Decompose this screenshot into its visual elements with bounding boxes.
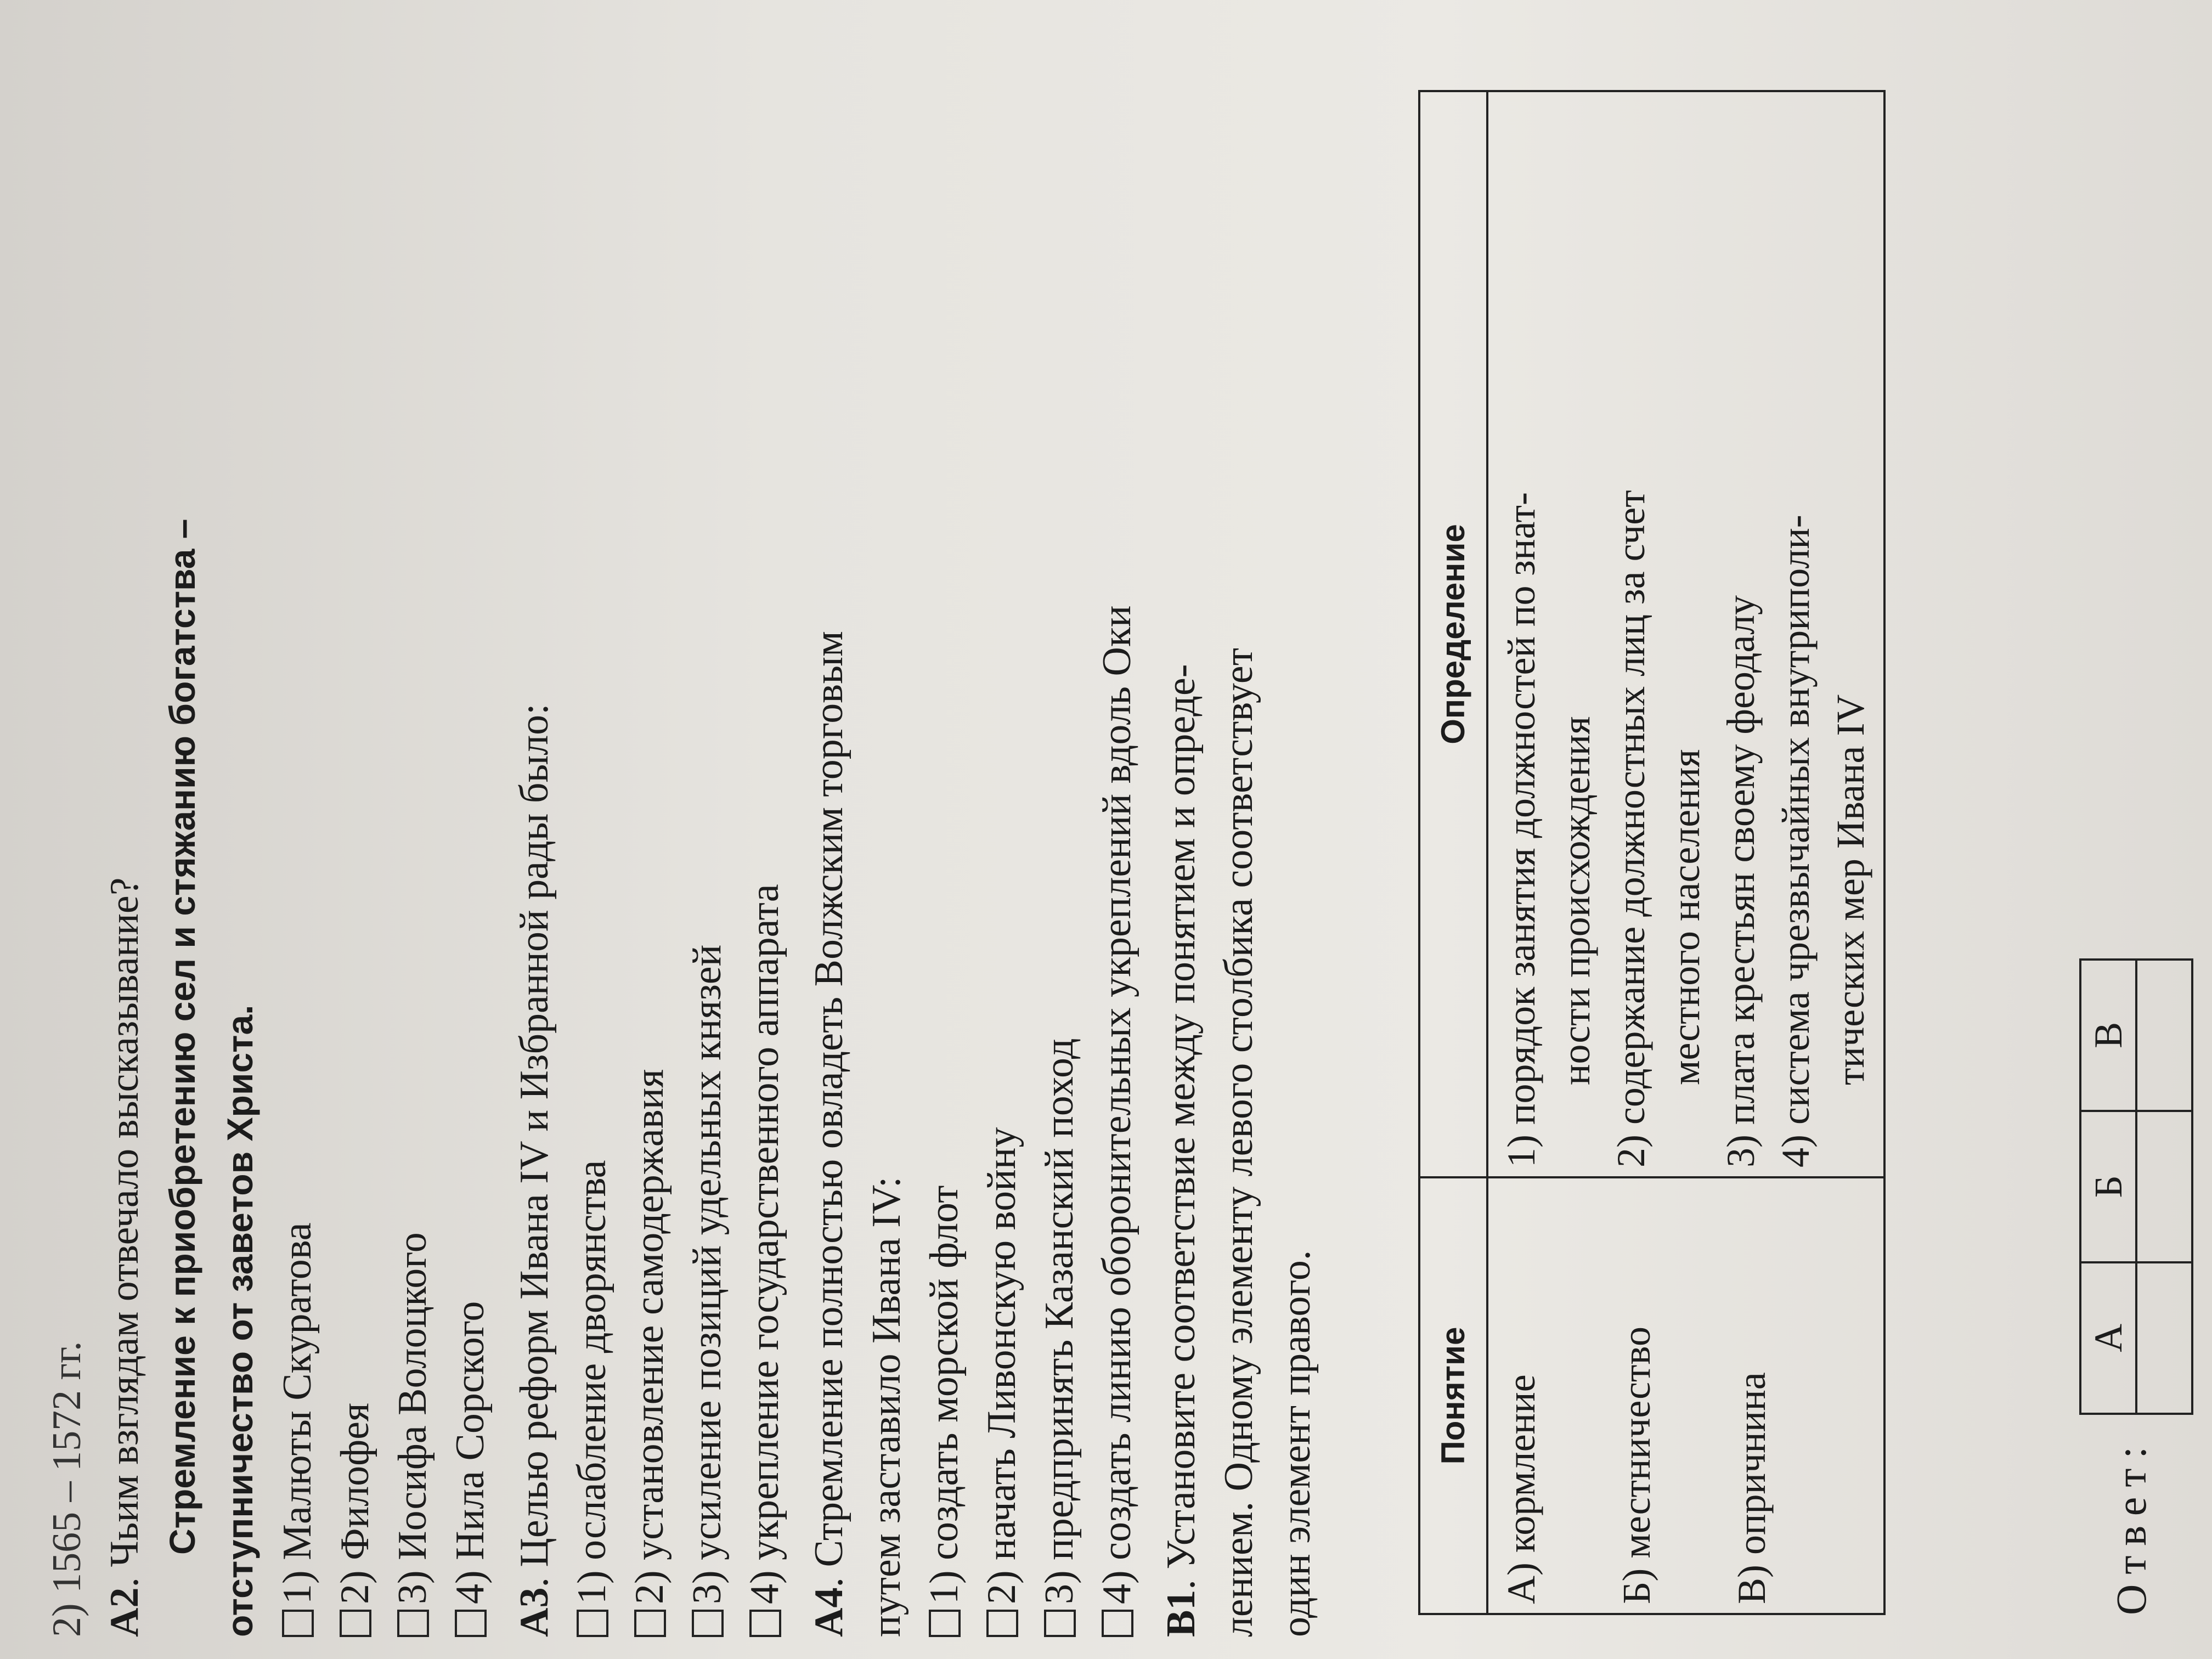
checkbox[interactable] xyxy=(986,1610,1018,1637)
answer-col-a: А xyxy=(2080,1262,2136,1414)
checkbox[interactable] xyxy=(692,1610,724,1637)
question-a3-text: . Целью реформ Ивана IV и Избранной рады было: xyxy=(512,703,557,1588)
a4-option-1[interactable] xyxy=(916,19,973,1637)
table-header-row xyxy=(1419,91,1487,1614)
answer-section xyxy=(2079,958,2193,1615)
a4-option-4[interactable] xyxy=(1088,19,1146,1637)
answer-col-c: В xyxy=(2080,960,2136,1111)
question-a4-line2: путем заставило Ивана IV: xyxy=(864,1176,909,1637)
definitions-cell xyxy=(1487,91,1884,1177)
question-a3 xyxy=(506,19,563,1637)
header-term: Понятие xyxy=(1419,1177,1487,1614)
question-a4-text: . Стремление полностью овладеть Волжским торговым xyxy=(806,631,851,1588)
question-a2-text: . Чьим взглядам отвечало высказывание? xyxy=(102,877,147,1588)
answer-input-c[interactable] xyxy=(2136,960,2192,1111)
a3-option-2[interactable] xyxy=(621,19,679,1637)
a2-option-3[interactable] xyxy=(384,19,442,1637)
question-b1-number: В1 xyxy=(1159,1589,1204,1637)
worksheet-text xyxy=(38,19,1325,1637)
option-label: 3) предпринять Казанский поход xyxy=(1037,1038,1082,1604)
definition-2-cont: местного населения xyxy=(1664,749,1708,1085)
checkbox[interactable] xyxy=(929,1610,961,1637)
checkbox[interactable] xyxy=(340,1610,371,1637)
question-a2-number: А2 xyxy=(102,1587,147,1637)
top-fragment: 2) 1565 – 1572 гг. xyxy=(44,1341,89,1637)
answer-grid xyxy=(2079,958,2193,1415)
definition-1: 1) порядок занятия должностей по знат- xyxy=(1499,492,1543,1167)
option-label: 2) начать Ливонскую войну xyxy=(979,1127,1024,1604)
question-a4 xyxy=(800,19,858,1637)
a2-option-4[interactable] xyxy=(442,19,499,1637)
checkbox[interactable] xyxy=(1044,1610,1076,1637)
checkbox[interactable] xyxy=(397,1610,429,1637)
question-b1-text: . Установите соответствие между понятием и опреде- xyxy=(1159,664,1204,1590)
table-row xyxy=(1487,91,1884,1614)
question-a3-number: А3 xyxy=(512,1587,557,1637)
option-label: 2) Филофея xyxy=(332,1403,377,1604)
option-label: 4) Нила Сорского xyxy=(448,1301,493,1604)
term-a: А) кормление xyxy=(1499,1374,1543,1604)
question-b1-line3: один элемент правого. xyxy=(1274,1250,1319,1637)
question-a2 xyxy=(96,19,154,1637)
option-label: 2) установление самодержавия xyxy=(627,1069,672,1604)
a3-option-4[interactable] xyxy=(736,19,794,1637)
question-b1 xyxy=(1153,19,1210,1637)
term-b: Б) местничество xyxy=(1615,1326,1658,1604)
a2-quote-line2: отступничество от заветов Христа. xyxy=(219,1005,260,1637)
answer-input-row xyxy=(2136,960,2192,1414)
answer-header-row xyxy=(2080,960,2136,1414)
option-label: 4) создать линию оборонительных укреплений вдоль Оки xyxy=(1094,605,1139,1604)
option-label: 1) Малюты Скуратова xyxy=(275,1222,320,1604)
answer-input-b[interactable] xyxy=(2136,1111,2192,1262)
option-label: 1) ослабление дворянства xyxy=(569,1160,614,1604)
checkbox[interactable] xyxy=(455,1610,487,1637)
option-label: 3) усиление позиций удельных князей xyxy=(685,944,730,1604)
definition-1-cont: ности происхождения xyxy=(1554,716,1598,1085)
definition-2: 2) содержание должностных лиц за счет xyxy=(1609,490,1653,1167)
option-label: 4) укрепление государственного аппарата xyxy=(742,884,787,1604)
a4-option-3[interactable] xyxy=(1031,19,1088,1637)
answer-col-b: Б xyxy=(2080,1111,2136,1262)
definition-4: 4) система чрезвычайных внутриполи- xyxy=(1774,515,1818,1167)
checkbox[interactable] xyxy=(282,1610,314,1637)
a3-option-1[interactable] xyxy=(563,19,621,1637)
a4-option-2[interactable] xyxy=(973,19,1031,1637)
a2-option-2[interactable] xyxy=(326,19,384,1637)
a2-option-1[interactable] xyxy=(269,19,326,1637)
question-a4-number: А4 xyxy=(806,1587,851,1637)
matching-table xyxy=(1418,90,1886,1615)
option-label: 3) Иосифа Волоцкого xyxy=(390,1232,435,1604)
definition-3: 3) плата крестьян своему феодалу xyxy=(1719,595,1763,1167)
term-c: В) опричнина xyxy=(1730,1372,1774,1604)
header-definition: Определение xyxy=(1419,91,1487,1177)
answer-label: Ответ: xyxy=(2107,1436,2155,1615)
checkbox[interactable] xyxy=(749,1610,781,1637)
definition-4-cont: тических мер Ивана IV xyxy=(1829,694,1872,1085)
a3-option-3[interactable] xyxy=(679,19,736,1637)
option-label: 1) создать морской флот xyxy=(922,1185,967,1604)
question-b1-line2: лением. Одному элементу левого столбика соответствует xyxy=(1216,647,1261,1637)
checkbox[interactable] xyxy=(634,1610,666,1637)
answer-input-a[interactable] xyxy=(2136,1262,2192,1414)
a2-quote-line1: Стремление к приобретению сел и стяжанию богатства – xyxy=(162,518,202,1555)
terms-cell xyxy=(1487,1177,1884,1614)
checkbox[interactable] xyxy=(577,1610,608,1637)
checkbox[interactable] xyxy=(1102,1610,1133,1637)
